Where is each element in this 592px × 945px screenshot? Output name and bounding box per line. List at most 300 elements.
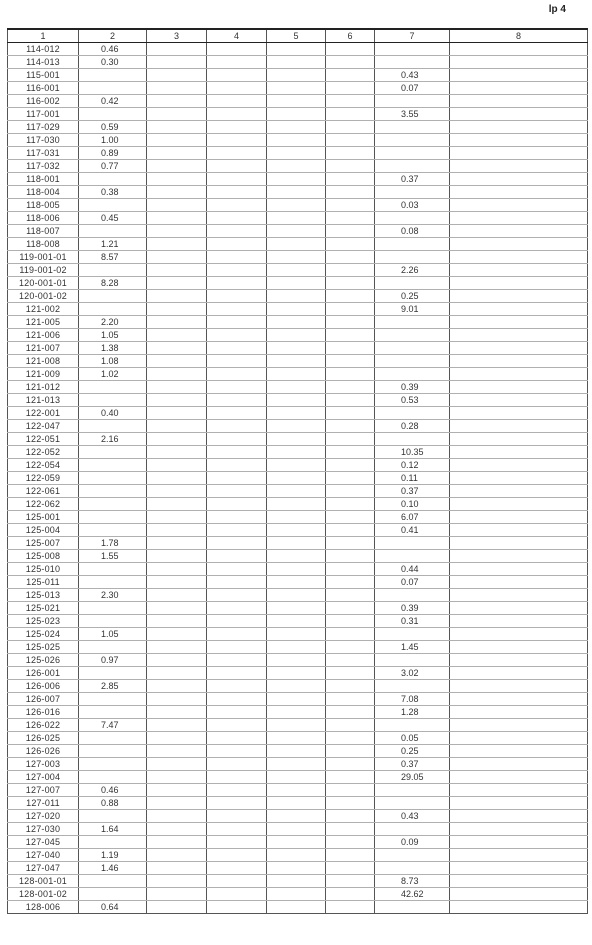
column-7-value-cell (375, 186, 450, 199)
column-2-value-cell (79, 732, 147, 745)
parcel-code-cell: 125-021 (8, 602, 79, 615)
empty-cell (267, 771, 326, 784)
table-row (8, 810, 588, 823)
empty-cell (207, 43, 267, 56)
column-7-value-cell: 0.37 (375, 485, 450, 498)
empty-cell (326, 589, 375, 602)
column-2-value-cell: 0.59 (79, 121, 147, 134)
parcel-code-cell: 126-022 (8, 719, 79, 732)
empty-cell (450, 433, 588, 446)
empty-cell (267, 862, 326, 875)
parcel-code-cell: 127-011 (8, 797, 79, 810)
empty-cell (147, 524, 207, 537)
empty-cell (326, 849, 375, 862)
parcel-code-cell: 125-011 (8, 576, 79, 589)
empty-cell (207, 615, 267, 628)
empty-cell (147, 134, 207, 147)
column-2-value-cell: 1.21 (79, 238, 147, 251)
table-row (8, 446, 588, 459)
column-7-value-cell (375, 355, 450, 368)
empty-cell (267, 303, 326, 316)
empty-cell (147, 589, 207, 602)
empty-cell (326, 121, 375, 134)
column-2-value-cell (79, 615, 147, 628)
empty-cell (450, 537, 588, 550)
table-row (8, 407, 588, 420)
column-header: 2 (79, 29, 147, 43)
empty-cell (147, 316, 207, 329)
empty-cell (450, 550, 588, 563)
column-7-value-cell: 0.43 (375, 69, 450, 82)
parcel-code-cell: 128-006 (8, 901, 79, 914)
empty-cell (267, 563, 326, 576)
empty-cell (207, 654, 267, 667)
column-7-value-cell (375, 147, 450, 160)
empty-cell (326, 797, 375, 810)
empty-cell (326, 771, 375, 784)
empty-cell (147, 901, 207, 914)
column-7-value-cell: 0.39 (375, 602, 450, 615)
empty-cell (207, 121, 267, 134)
column-2-value-cell (79, 446, 147, 459)
empty-cell (450, 446, 588, 459)
table-row (8, 134, 588, 147)
column-7-value-cell (375, 121, 450, 134)
table-row (8, 862, 588, 875)
column-2-value-cell (79, 264, 147, 277)
empty-cell (326, 758, 375, 771)
column-7-value-cell: 8.73 (375, 875, 450, 888)
parcel-code-cell: 125-008 (8, 550, 79, 563)
parcel-code-cell: 126-006 (8, 680, 79, 693)
parcel-code-cell: 127-047 (8, 862, 79, 875)
table-row (8, 433, 588, 446)
empty-cell (147, 511, 207, 524)
parcel-code-cell: 127-007 (8, 784, 79, 797)
parcel-code-cell: 127-004 (8, 771, 79, 784)
column-header: 5 (267, 29, 326, 43)
empty-cell (326, 732, 375, 745)
table-row (8, 797, 588, 810)
table-row (8, 199, 588, 212)
column-2-value-cell (79, 602, 147, 615)
empty-cell (207, 394, 267, 407)
empty-cell (267, 251, 326, 264)
column-header: 7 (375, 29, 450, 43)
column-header: 1 (8, 29, 79, 43)
column-2-value-cell: 1.46 (79, 862, 147, 875)
column-7-value-cell: 9.01 (375, 303, 450, 316)
empty-cell (207, 186, 267, 199)
column-2-value-cell: 2.85 (79, 680, 147, 693)
column-2-value-cell: 1.08 (79, 355, 147, 368)
empty-cell (326, 563, 375, 576)
table-row (8, 563, 588, 576)
column-header: 8 (450, 29, 588, 43)
empty-cell (326, 420, 375, 433)
parcel-code-cell: 125-010 (8, 563, 79, 576)
table-row (8, 888, 588, 901)
empty-cell (147, 784, 207, 797)
empty-cell (326, 134, 375, 147)
empty-cell (267, 628, 326, 641)
table-row (8, 43, 588, 56)
column-7-value-cell: 29.05 (375, 771, 450, 784)
column-7-value-cell: 0.07 (375, 576, 450, 589)
empty-cell (207, 576, 267, 589)
empty-cell (267, 355, 326, 368)
empty-cell (326, 160, 375, 173)
column-2-value-cell: 2.16 (79, 433, 147, 446)
column-7-value-cell (375, 160, 450, 173)
empty-cell (450, 394, 588, 407)
parcel-code-cell: 114-013 (8, 56, 79, 69)
empty-cell (450, 472, 588, 485)
table-row (8, 472, 588, 485)
parcel-code-cell: 122-061 (8, 485, 79, 498)
table-row (8, 602, 588, 615)
empty-cell (450, 329, 588, 342)
empty-cell (267, 95, 326, 108)
parcel-code-cell: 122-054 (8, 459, 79, 472)
parcel-code-cell: 114-012 (8, 43, 79, 56)
column-2-value-cell (79, 225, 147, 238)
empty-cell (326, 511, 375, 524)
empty-cell (326, 264, 375, 277)
parcel-code-cell: 116-001 (8, 82, 79, 95)
column-2-value-cell: 2.20 (79, 316, 147, 329)
empty-cell (147, 862, 207, 875)
column-2-value-cell (79, 290, 147, 303)
empty-cell (267, 576, 326, 589)
column-2-value-cell (79, 303, 147, 316)
empty-cell (207, 303, 267, 316)
column-7-value-cell (375, 43, 450, 56)
parcel-code-cell: 127-003 (8, 758, 79, 771)
ledger-table (7, 28, 588, 914)
empty-cell (147, 407, 207, 420)
parcel-code-cell: 128-001-02 (8, 888, 79, 901)
empty-cell (450, 368, 588, 381)
empty-cell (267, 407, 326, 420)
column-7-value-cell: 6.07 (375, 511, 450, 524)
table-row (8, 394, 588, 407)
empty-cell (207, 355, 267, 368)
empty-cell (267, 186, 326, 199)
empty-cell (326, 446, 375, 459)
empty-cell (207, 758, 267, 771)
empty-cell (326, 654, 375, 667)
empty-cell (326, 576, 375, 589)
empty-cell (450, 82, 588, 95)
column-7-value-cell (375, 654, 450, 667)
parcel-code-cell: 121-002 (8, 303, 79, 316)
empty-cell (326, 433, 375, 446)
column-2-value-cell (79, 108, 147, 121)
column-7-value-cell: 0.31 (375, 615, 450, 628)
column-7-value-cell: 0.08 (375, 225, 450, 238)
empty-cell (267, 654, 326, 667)
table-row (8, 524, 588, 537)
empty-cell (450, 836, 588, 849)
table-row (8, 147, 588, 160)
parcel-code-cell: 118-008 (8, 238, 79, 251)
column-2-value-cell (79, 498, 147, 511)
empty-cell (207, 56, 267, 69)
empty-cell (147, 628, 207, 641)
empty-cell (326, 901, 375, 914)
empty-cell (147, 563, 207, 576)
column-2-value-cell (79, 472, 147, 485)
empty-cell (450, 706, 588, 719)
empty-cell (207, 485, 267, 498)
empty-cell (267, 758, 326, 771)
empty-cell (326, 615, 375, 628)
empty-cell (267, 680, 326, 693)
parcel-code-cell: 117-029 (8, 121, 79, 134)
empty-cell (147, 43, 207, 56)
empty-cell (267, 810, 326, 823)
empty-cell (207, 459, 267, 472)
empty-cell (326, 823, 375, 836)
parcel-code-cell: 125-004 (8, 524, 79, 537)
parcel-code-cell: 127-020 (8, 810, 79, 823)
empty-cell (207, 784, 267, 797)
empty-cell (267, 368, 326, 381)
empty-cell (326, 407, 375, 420)
empty-cell (207, 667, 267, 680)
empty-cell (267, 745, 326, 758)
empty-cell (326, 69, 375, 82)
empty-cell (450, 56, 588, 69)
empty-cell (267, 498, 326, 511)
empty-cell (207, 95, 267, 108)
empty-cell (326, 719, 375, 732)
column-2-value-cell: 0.46 (79, 43, 147, 56)
empty-cell (147, 693, 207, 706)
parcel-code-cell: 118-001 (8, 173, 79, 186)
empty-cell (267, 823, 326, 836)
empty-cell (207, 134, 267, 147)
empty-cell (326, 238, 375, 251)
empty-cell (450, 316, 588, 329)
empty-cell (267, 836, 326, 849)
empty-cell (326, 225, 375, 238)
empty-cell (326, 485, 375, 498)
empty-cell (267, 589, 326, 602)
empty-cell (326, 368, 375, 381)
table-row (8, 511, 588, 524)
column-7-value-cell (375, 277, 450, 290)
column-2-value-cell: 1.38 (79, 342, 147, 355)
empty-cell (326, 303, 375, 316)
column-2-value-cell (79, 459, 147, 472)
empty-cell (207, 875, 267, 888)
column-7-value-cell (375, 862, 450, 875)
parcel-code-cell: 128-001-01 (8, 875, 79, 888)
table-row (8, 550, 588, 563)
column-7-value-cell: 0.37 (375, 758, 450, 771)
table-row (8, 498, 588, 511)
table-row (8, 576, 588, 589)
empty-cell (267, 732, 326, 745)
column-2-value-cell: 0.30 (79, 56, 147, 69)
empty-cell (450, 524, 588, 537)
column-7-value-cell: 0.43 (375, 810, 450, 823)
column-header: 4 (207, 29, 267, 43)
column-2-value-cell (79, 693, 147, 706)
parcel-code-cell: 127-045 (8, 836, 79, 849)
table-row (8, 680, 588, 693)
table-row (8, 173, 588, 186)
table-row (8, 82, 588, 95)
table-row (8, 212, 588, 225)
column-2-value-cell (79, 771, 147, 784)
empty-cell (147, 368, 207, 381)
table-row (8, 667, 588, 680)
column-header: 6 (326, 29, 375, 43)
column-7-value-cell (375, 407, 450, 420)
empty-cell (267, 667, 326, 680)
empty-cell (267, 69, 326, 82)
parcel-code-cell: 118-005 (8, 199, 79, 212)
parcel-code-cell: 118-004 (8, 186, 79, 199)
column-7-value-cell: 42.62 (375, 888, 450, 901)
column-2-value-cell: 1.64 (79, 823, 147, 836)
empty-cell (450, 225, 588, 238)
empty-cell (267, 641, 326, 654)
column-2-value-cell (79, 69, 147, 82)
column-2-value-cell (79, 485, 147, 498)
empty-cell (147, 433, 207, 446)
empty-cell (147, 615, 207, 628)
column-7-value-cell (375, 433, 450, 446)
table-row (8, 251, 588, 264)
empty-cell (450, 628, 588, 641)
column-7-value-cell (375, 901, 450, 914)
empty-cell (147, 771, 207, 784)
column-header: 3 (147, 29, 207, 43)
empty-cell (267, 485, 326, 498)
empty-cell (207, 290, 267, 303)
empty-cell (267, 147, 326, 160)
column-2-value-cell (79, 641, 147, 654)
empty-cell (326, 680, 375, 693)
empty-cell (450, 186, 588, 199)
parcel-code-cell: 122-052 (8, 446, 79, 459)
empty-cell (450, 407, 588, 420)
header-row (8, 29, 588, 43)
column-2-value-cell: 1.00 (79, 134, 147, 147)
empty-cell (147, 797, 207, 810)
empty-cell (450, 69, 588, 82)
empty-cell (207, 108, 267, 121)
column-2-value-cell (79, 394, 147, 407)
empty-cell (147, 719, 207, 732)
empty-cell (147, 810, 207, 823)
empty-cell (147, 355, 207, 368)
table-row (8, 823, 588, 836)
empty-cell (207, 732, 267, 745)
empty-cell (326, 888, 375, 901)
empty-cell (207, 212, 267, 225)
empty-cell (207, 199, 267, 212)
empty-cell (147, 550, 207, 563)
empty-cell (267, 537, 326, 550)
empty-cell (267, 121, 326, 134)
empty-cell (207, 238, 267, 251)
column-7-value-cell (375, 134, 450, 147)
empty-cell (326, 95, 375, 108)
column-2-value-cell: 1.78 (79, 537, 147, 550)
parcel-code-cell: 125-026 (8, 654, 79, 667)
empty-cell (207, 719, 267, 732)
empty-cell (207, 381, 267, 394)
empty-cell (450, 134, 588, 147)
table-row (8, 420, 588, 433)
table-row (8, 875, 588, 888)
column-2-value-cell: 0.42 (79, 95, 147, 108)
empty-cell (147, 173, 207, 186)
column-2-value-cell: 0.89 (79, 147, 147, 160)
empty-cell (147, 667, 207, 680)
empty-cell (147, 537, 207, 550)
empty-cell (326, 628, 375, 641)
empty-cell (267, 199, 326, 212)
empty-cell (326, 82, 375, 95)
empty-cell (326, 810, 375, 823)
column-2-value-cell: 1.19 (79, 849, 147, 862)
parcel-code-cell: 119-001-01 (8, 251, 79, 264)
empty-cell (326, 381, 375, 394)
empty-cell (267, 446, 326, 459)
empty-cell (267, 524, 326, 537)
empty-cell (326, 836, 375, 849)
column-7-value-cell (375, 823, 450, 836)
empty-cell (207, 537, 267, 550)
empty-cell (450, 771, 588, 784)
column-2-value-cell (79, 576, 147, 589)
ledger-body (8, 43, 588, 914)
table-row (8, 160, 588, 173)
column-2-value-cell (79, 381, 147, 394)
empty-cell (147, 849, 207, 862)
table-row (8, 901, 588, 914)
empty-cell (450, 43, 588, 56)
empty-cell (450, 641, 588, 654)
empty-cell (147, 732, 207, 745)
column-2-value-cell (79, 810, 147, 823)
table-row (8, 719, 588, 732)
empty-cell (326, 550, 375, 563)
empty-cell (147, 602, 207, 615)
parcel-code-cell: 126-007 (8, 693, 79, 706)
empty-cell (207, 407, 267, 420)
empty-cell (450, 862, 588, 875)
column-2-value-cell (79, 667, 147, 680)
empty-cell (147, 472, 207, 485)
column-2-value-cell (79, 706, 147, 719)
empty-cell (207, 797, 267, 810)
column-2-value-cell: 2.30 (79, 589, 147, 602)
column-2-value-cell (79, 563, 147, 576)
column-7-value-cell (375, 95, 450, 108)
table-row (8, 290, 588, 303)
column-7-value-cell (375, 849, 450, 862)
empty-cell (450, 212, 588, 225)
column-2-value-cell: 8.28 (79, 277, 147, 290)
empty-cell (450, 615, 588, 628)
